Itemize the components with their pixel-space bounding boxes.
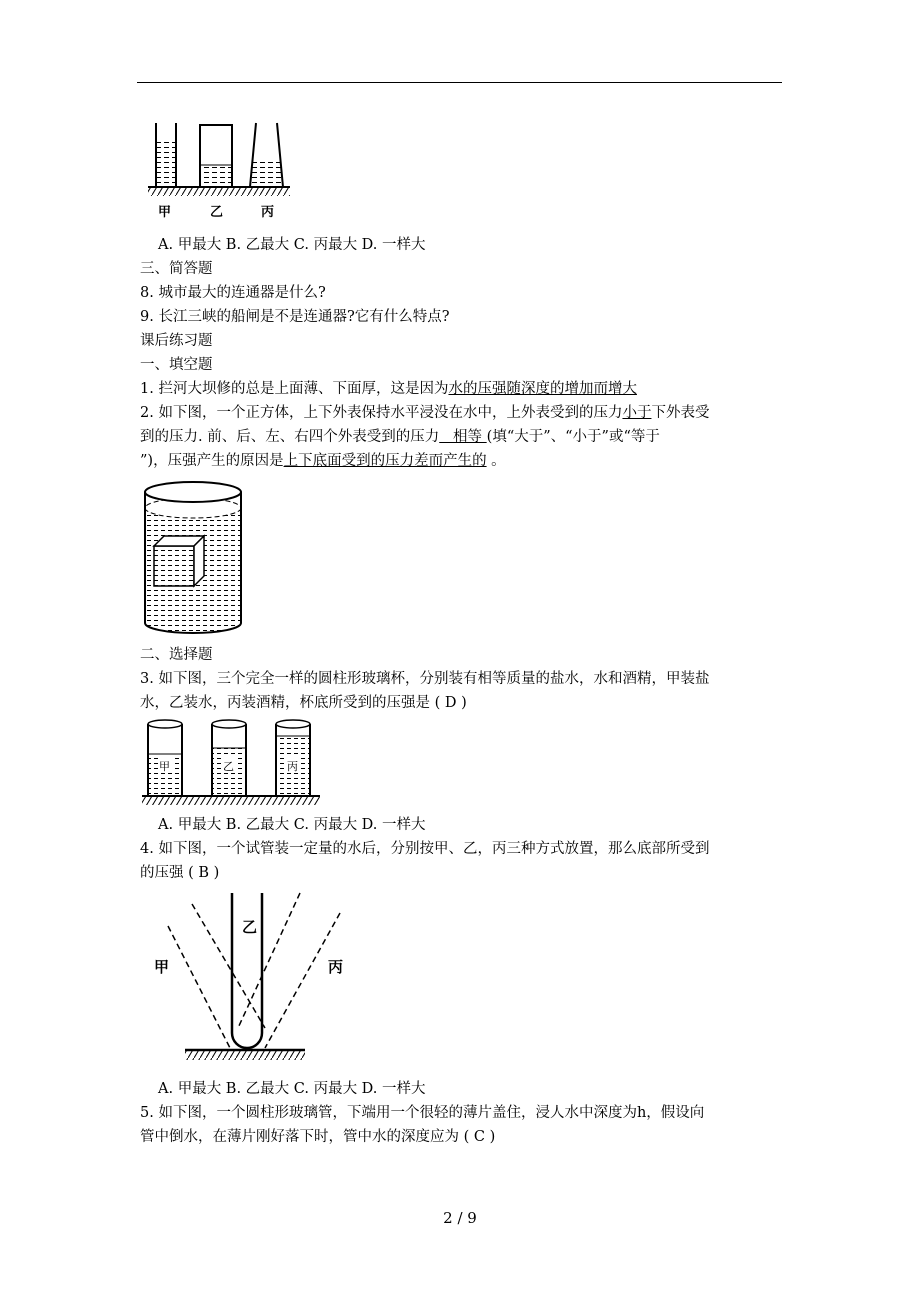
q2-text-1b: 下外表受 (651, 405, 710, 421)
section-title-short-answer: 三、简答题 (140, 261, 213, 277)
q1-answer: 水的压强随深度的增加而增大 (448, 381, 637, 397)
question-3-line-1: 3. 如下图，三个完全一样的圆柱形玻璃杯，分别装有相等质量的盐水，水和酒精，甲装盐 (140, 671, 710, 687)
question-2-line-1 (140, 404, 709, 422)
question-3-line-2: 水，乙装水，丙装酒精，杯底所受到的压强是 ( D ) (140, 695, 467, 711)
figure-three-containers (140, 115, 300, 225)
tube-label-bing: 丙 (328, 958, 344, 976)
label-yi: 乙 (210, 205, 224, 220)
page-number: 2 / 9 (443, 1209, 477, 1227)
question-5-line-2: 管中倒水，在薄片刚好落下时，管中水的深度应为 ( C ) (140, 1129, 496, 1145)
question-2-line-2 (140, 428, 660, 446)
q2-text-3b: 。 (486, 453, 506, 469)
section-title-fill-blank: 一、填空题 (140, 357, 213, 373)
question-8: 8. 城市最大的连通器是什么? (140, 285, 326, 301)
q2-answer-1: 小于 (622, 405, 652, 421)
cup-label-bing: 丙 (287, 760, 298, 773)
question-5-line-1: 5. 如下图，一个圆柱形玻璃管，下端用一个很轻的薄片盖住，浸人水中深度为h，假设向 (140, 1105, 705, 1121)
after-class-title: 课后练习题 (140, 333, 213, 349)
label-jia: 甲 (158, 205, 172, 220)
q2-answer-3: 上下底面受到的压力差而产生的 (283, 453, 487, 469)
question-4-line-2: 的压强 ( B ) (140, 865, 220, 881)
question-4-line-1: 4. 如下图，一个试管装一定量的水后，分别按甲、乙，丙三种方式放置，那么底部所受到 (140, 841, 710, 857)
tube-label-yi: 乙 (242, 918, 258, 936)
q2-answer-2: 相等 (439, 429, 487, 445)
q2-text-2b: (填“大于”、“小于”或“等于 (486, 429, 660, 445)
question-3-options: A. 甲最大 B. 乙最大 C. 丙最大 D. 一样大 (158, 817, 426, 833)
figure-test-tube (140, 888, 370, 1068)
q2-text-1: 2. 如下图，一个正方体，上下外表保持水平浸没在水中，上外表受到的压力 (140, 405, 623, 421)
figure-three-cylinders (140, 716, 325, 806)
tube-label-jia: 甲 (154, 958, 170, 976)
question-2-line-3 (140, 452, 506, 470)
question-4-options: A. 甲最大 B. 乙最大 C. 丙最大 D. 一样大 (158, 1081, 426, 1097)
section-title-choice: 二、选择题 (140, 647, 213, 663)
header-rule (137, 82, 782, 83)
cup-label-yi: 乙 (223, 760, 234, 773)
question-1 (140, 380, 637, 398)
q1-text: 1. 拦河大坝修的总是上面薄、下面厚，这是因为 (140, 381, 449, 397)
cup-label-jia: 甲 (159, 760, 170, 773)
question-9: 9. 长江三峡的船闸是不是连通器?它有什么特点? (140, 309, 450, 325)
label-bing: 丙 (261, 205, 275, 220)
q2-text-2: 到的压力. 前、后、左、右四个外表受到的压力 (140, 429, 440, 445)
prev-question-options: A. 甲最大 B. 乙最大 C. 丙最大 D. 一样大 (158, 237, 426, 253)
q2-text-3: ”)，压强产生的原因是 (140, 453, 284, 469)
figure-cylinder-cube (140, 478, 250, 640)
